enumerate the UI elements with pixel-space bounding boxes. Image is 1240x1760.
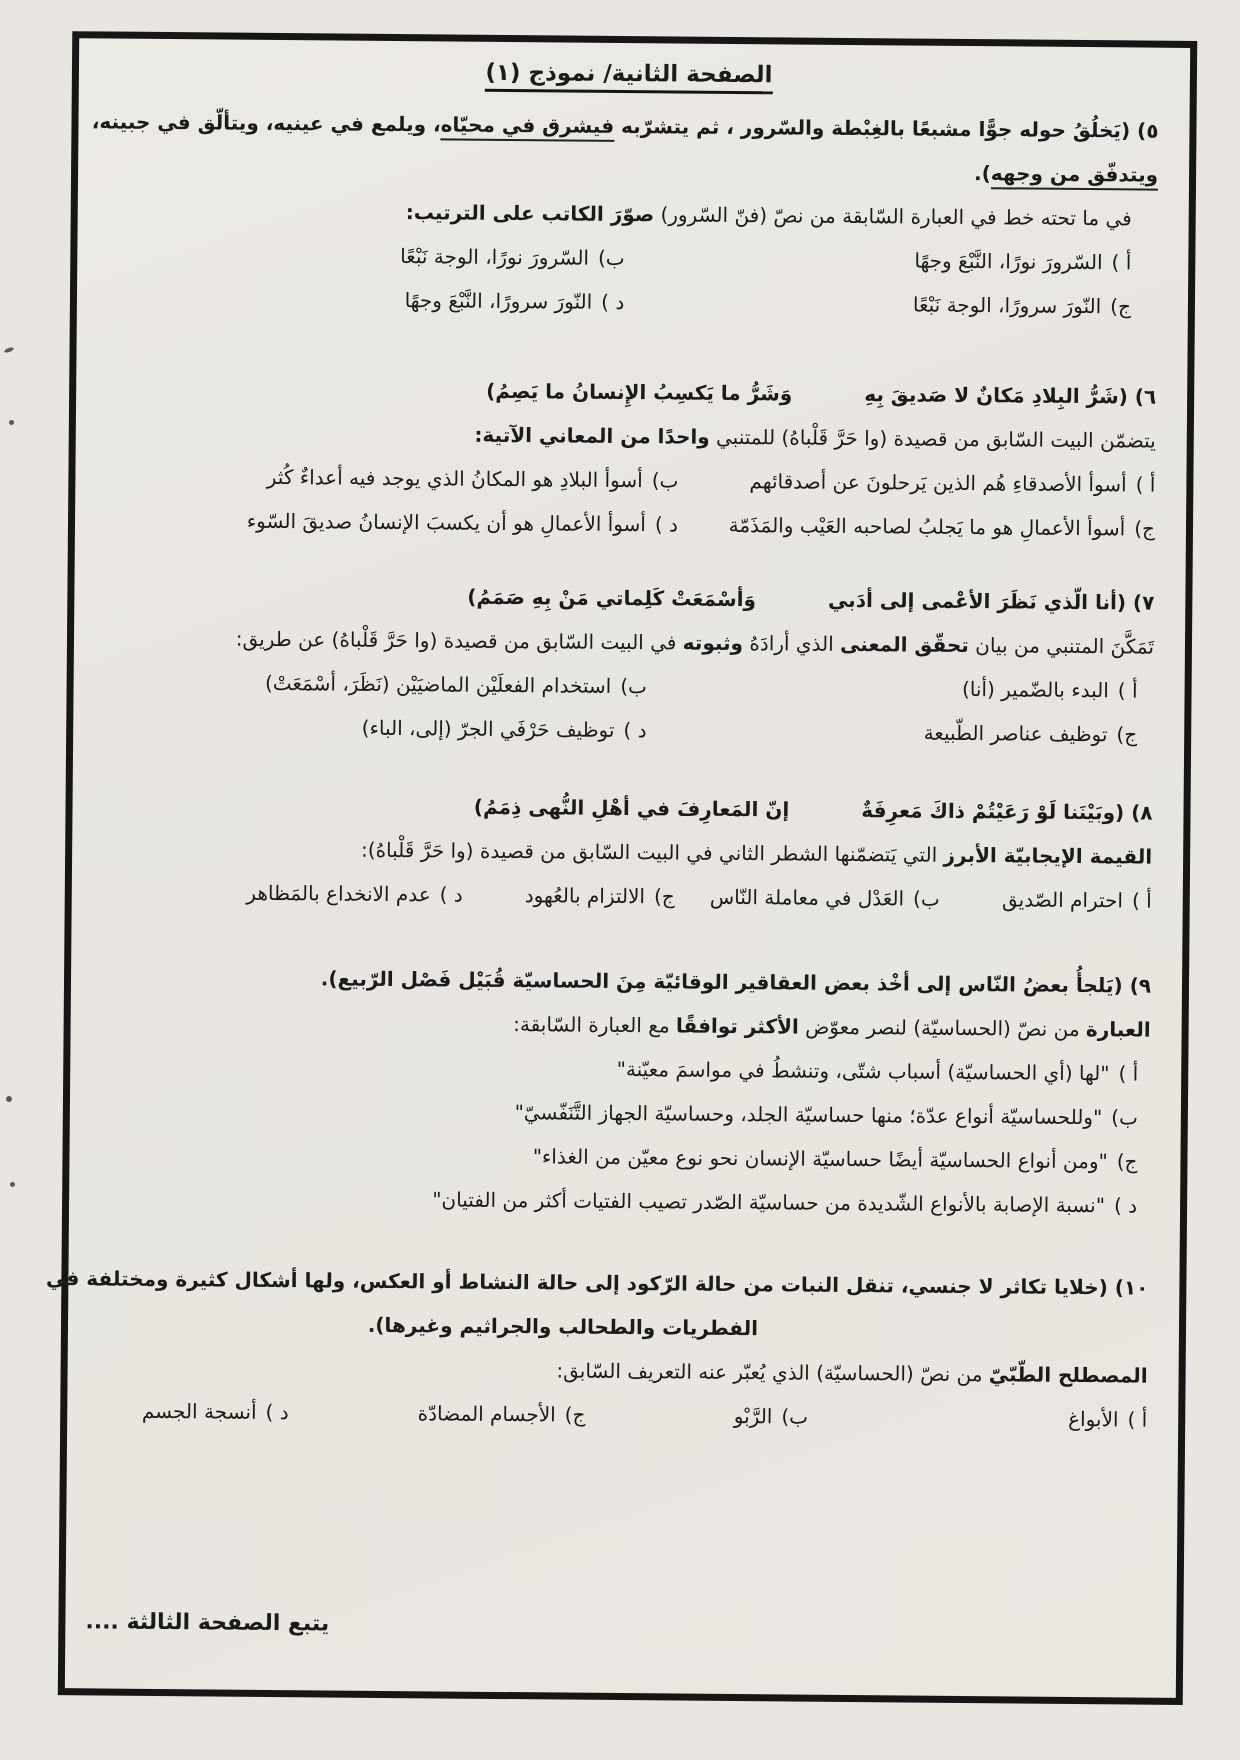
q9-option-c-text: "ومن أنواع الحساسيّة أيضًا حساسيّة الإنسان نحو نوع معيّن من الغذاء" — [532, 1144, 1108, 1174]
q10-stem-line1: ١٠) (خلايا تكاثر لا جنسي، تنقل النبات من حالة الرّكود إلى حالة النشاط أو العكس، ولها أشكال كثيرة ومختلفة في — [45, 1266, 1149, 1300]
q8-options — [92, 869, 1152, 922]
page-content — [45, 39, 1159, 1653]
q10-option-c-label: ج) — [564, 1402, 586, 1427]
q6-option-a — [678, 458, 1155, 506]
question-8 — [92, 781, 1153, 922]
q9-option-b-text: "وللحساسيّة أنواع عدّة؛ منها حساسيّة الجلد، وحساسيّة الجهاز التَّنَفّسيّ" — [514, 1100, 1103, 1130]
q7-option-a-text: البدء بالضّمير (أنا) — [961, 676, 1109, 703]
q6-option-b — [95, 453, 678, 502]
q9-option-d-label: د ) — [1113, 1193, 1138, 1218]
q6-option-d-text: أسوأ الأعمالِ هو أن يكسبَ الإنسانُ صديقَ السّوء — [246, 508, 647, 537]
q7-options — [93, 659, 1154, 756]
q10-option-c — [288, 1390, 585, 1437]
q5-stem-line2-post: ). — [973, 161, 991, 186]
q9-prompt: العبارة من نصّ (الحساسيّة) لنصر معوّض الأكثر توافقًا مع العبارة السّابقة: — [513, 1012, 1151, 1042]
q7-option-a-label: أ ) — [1117, 678, 1138, 703]
q10-option-c-text: الأجسام المضادّة — [417, 1401, 556, 1427]
q8-option-a — [940, 877, 1152, 923]
q8-option-c-text: الالتزام بالعُهود — [524, 883, 646, 909]
q7-option-b — [93, 659, 647, 708]
verse-gap — [756, 606, 828, 607]
q5-stem-line1-post: ، ويلمع في عينيه، ويتألّق في جبينه، — [91, 109, 441, 137]
q5-option-a-label: أ ) — [1111, 250, 1132, 275]
q7-verse-left: وَأسْمَعَتْ كَلِماتي مَنْ بِهِ صَمَمُ) — [467, 584, 757, 612]
q5-stem-underlined-1: فيشرق في محيّاه — [441, 112, 615, 142]
q9-option-b-label: ب) — [1111, 1105, 1138, 1130]
q10-option-a-text: الأبواغ — [1068, 1406, 1119, 1432]
q7-option-c — [646, 708, 1137, 756]
q7-option-c-text: توظيف عناصر الطّبيعة — [923, 720, 1108, 747]
q8-option-d — [92, 869, 463, 916]
q8-option-b-label: ب) — [913, 886, 940, 911]
q9-option-a-text: "لها (أي الحساسيّة) أسباب شتّى، وتنشطُ في مواسمَ معيّنة" — [616, 1056, 1110, 1086]
q6-option-a-label: أ ) — [1135, 472, 1156, 497]
q9-stem: ٩) (يَلجأُ بعضُ النّاس إلى أخْذ بعض العقاقير الوقائيّة مِنَ الحساسيّة قُبَيْل فَصْل الرّبيع). — [320, 966, 1152, 998]
q8-option-c-label: ج) — [653, 884, 675, 909]
q5-prompt: في ما تحته خط في العبارة السّابقة من نصّ (فنّ السّرور) صوّرَ الكاتب على الترتيب: — [405, 200, 1132, 231]
q5-option-a — [624, 236, 1131, 284]
question-5 — [91, 99, 1159, 328]
q8-option-c — [463, 873, 675, 919]
q5-option-c — [624, 280, 1131, 328]
q6-prompt: يتضمّن البيت السّابق من قصيدة (وا حَرَّ قَلْباهُ) للمتنبي واحدًا من المعاني الآتية: — [474, 422, 1156, 453]
q9-option-c-label: ج) — [1116, 1149, 1138, 1174]
q7-option-b-text: استخدام الفعلَيْن الماضيَيْن (نَظَرَ، أسْمَعَتْ) — [264, 670, 612, 698]
q10-option-d-text: أنسجة الجسم — [141, 1398, 257, 1424]
q8-option-a-label: أ ) — [1131, 888, 1152, 913]
q8-verse-right: ٨) (وبَيْنَنا لَوْ رَعَيْتُمْ ذاكَ مَعرِفَةٌ — [861, 798, 1153, 825]
page-title-text: الصفحة الثانية/ نموذج (١) — [485, 60, 772, 95]
q10-options — [87, 1388, 1147, 1441]
q8-option-b — [675, 874, 940, 920]
q7-option-d-text: توظيف حَرْفَي الجرّ (إلى، الباء) — [361, 715, 615, 742]
q10-option-b — [585, 1393, 808, 1439]
q5-stem-underlined-2: ويتدفّق من وجهه — [991, 161, 1159, 190]
q10-option-b-label: ب) — [781, 1404, 809, 1429]
q5-option-c-label: ج) — [1110, 294, 1132, 319]
q6-option-d-label: د ) — [654, 512, 679, 537]
question-6 — [95, 365, 1156, 550]
q10-prompt: المصطلح الطّبّيّ من نصّ (الحساسيّة) الذي يُعبّر عنه التعريف السّابق: — [556, 1358, 1148, 1388]
q5-option-b — [97, 231, 625, 280]
verse-gap — [789, 816, 861, 817]
q5-stem-line1-pre: ٥) (يَخلُقُ حوله جوًّا مشبعًا بالغِبْطة والسّرور ، ثم يتشرّبه — [614, 113, 1159, 143]
q7-verse-right: ٧) (أنا الّذي نَظَرَ الأعْمى إلى أدَبي — [827, 587, 1155, 615]
q5-option-b-text: السّرورَ نورًا، الوجة نَبْعًا — [400, 244, 590, 270]
q5-option-a-text: السّرورَ نورًا، النَّبْعَ وجهًا — [914, 248, 1103, 275]
q5-options — [97, 231, 1158, 328]
q8-option-d-text: عدم الانخداع بالمَظاهر — [246, 880, 431, 907]
q8-verse-left: إنّ المَعارِفَ في أهْلِ النُّهى ذِمَمُ) — [473, 794, 790, 822]
q6-option-c-text: أسوأ الأعمالِ هو ما يَجلبُ لصاحبه العَيْب والمَذَمّة — [728, 512, 1126, 541]
q5-option-b-label: ب) — [597, 245, 625, 271]
q5-option-d-label: د ) — [601, 289, 625, 315]
page-continuation-note: يتبع الصفحة الثالثة .... — [85, 1609, 330, 1637]
q6-option-a-text: أسوأ الأصدقاءِ هُم الذين يَرحلونَ عن أصدقائهم — [749, 469, 1127, 497]
q10-option-a-label: أ ) — [1127, 1407, 1148, 1432]
question-10 — [45, 1256, 1149, 1441]
verse-gap — [792, 400, 864, 401]
q6-option-c-label: ج) — [1134, 516, 1156, 541]
q10-option-a — [808, 1395, 1148, 1442]
q10-option-b-text: الرَّبْو — [733, 1404, 773, 1429]
question-7 — [93, 571, 1154, 756]
q7-option-a — [647, 664, 1138, 712]
q10-option-d-label: د ) — [265, 1399, 289, 1425]
q5-stem-line1 — [91, 99, 1159, 152]
q5-option-c-text: النّورَ سرورًا، الوجة نَبْعًا — [912, 292, 1102, 319]
q8-option-a-text: احترام الصّديق — [1001, 887, 1124, 913]
q9-option-d-text: "نسبة الإصابة بالأنواع الشّديدة من حساسيّة الصّدر تصيب الفتيات أكثر من الفتيان" — [432, 1187, 1106, 1218]
q6-options — [95, 453, 1156, 550]
q6-option-c — [678, 502, 1155, 550]
q6-verse-right: ٦) (شَرُّ البِلادِ مَكانٌ لا صَديقَ بِهِ — [864, 382, 1157, 409]
q10-stem-line2: الفطريات والطحالب والجراثيم وغيرها). — [367, 1312, 759, 1341]
q6-option-b-label: ب) — [651, 468, 679, 493]
q5-option-d-text: النّورَ سرورًا، النَّبْعَ وجهًا — [404, 288, 593, 314]
q6-option-d — [95, 497, 678, 546]
q9-option-a-label: أ ) — [1118, 1061, 1139, 1086]
q7-option-d-label: د ) — [623, 718, 647, 743]
q7-prompt: تَمَكَّنَ المتنبي من بيان تحقّق المعنى الذي أرادَهُ وثبوته في البيت السّابق من قصيدة (وا حَرَّ قَلْباهُ) عن طريق: — [235, 626, 1155, 659]
page-title — [99, 47, 1159, 100]
q5-option-d — [97, 275, 625, 324]
q9-options — [89, 1042, 1150, 1227]
q6-option-b-text: أسوأ البلادِ هو المكانُ الذي يوجد فيه أعداءٌ كُثر — [266, 464, 643, 493]
q6-verse-left: وَشَرُّ ما يَكسِبُ الإِنسانُ ما يَصِمُ) — [486, 378, 793, 406]
q9-option-d — [89, 1174, 1137, 1227]
q7-option-b-label: ب) — [620, 673, 648, 699]
q8-option-d-label: د ) — [439, 882, 463, 907]
q8-prompt: القيمة الإيجابيّة الأبرز التي يَتضمّنها الشطر الثاني في البيت السّابق من قصيدة (وا حَرَّ قَلْباهُ): — [360, 837, 1153, 869]
q7-option-d — [93, 703, 647, 752]
question-9 — [89, 954, 1151, 1227]
q10-option-d — [87, 1388, 289, 1434]
q8-option-b-text: العَدْل في معاملة النّاس — [709, 884, 905, 911]
q7-option-c-label: ج) — [1116, 722, 1138, 747]
